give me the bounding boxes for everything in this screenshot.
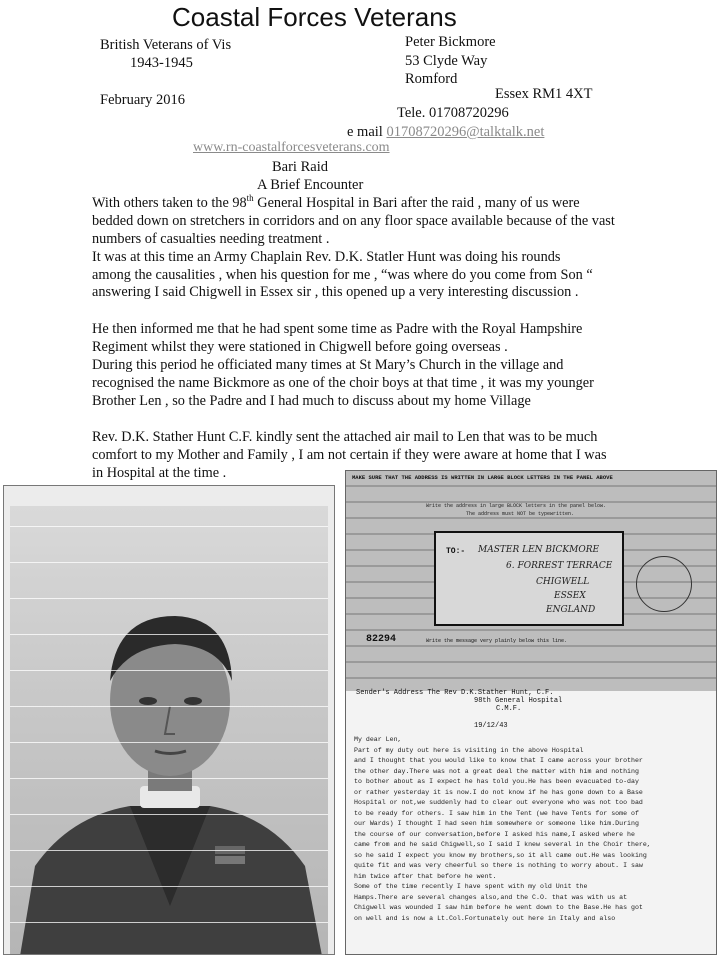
letter-line: quite fit and was very cheerful so there is nothing to worry about. I saw bbox=[354, 862, 643, 869]
sender-address-label: Sender's Address bbox=[356, 689, 424, 697]
body-line: Regiment whilst they were stationed in Chigwell before going overseas . bbox=[92, 339, 508, 355]
letter-written-date: 19/12/43 bbox=[474, 722, 508, 730]
chaplain-portrait-image bbox=[10, 506, 330, 955]
sender-street: 53 Clyde Way bbox=[405, 53, 488, 69]
message-instruction: Write the message very plainly below this line. bbox=[426, 638, 568, 644]
sender-address bbox=[356, 689, 562, 713]
address-line: ENGLAND bbox=[546, 605, 596, 615]
body-line: With others taken to the 98th General Hospital in Bari after the raid , many of us were bbox=[92, 193, 580, 211]
letter-line: to be ready for others. I saw him in the Tent (we have Tents for some of bbox=[354, 809, 639, 817]
letter-line: him twice after that before he went. bbox=[354, 872, 497, 880]
address-to-label: TO:- bbox=[446, 547, 466, 556]
letter-line: and I thought that you would like to know that I came across your brother bbox=[354, 757, 643, 764]
address-box bbox=[434, 531, 624, 626]
letter-line: Hospital or not,we suddenly had to clear out everyone who was not too bad bbox=[354, 799, 643, 806]
sender-address-line: 98th General Hospital bbox=[474, 697, 563, 705]
org-years: 1943-1945 bbox=[130, 55, 193, 71]
body-line: comfort to my Mother and Family , I am not certain if they were aware at home that I was bbox=[92, 447, 607, 463]
body-line: recognised the name Bickmore as one of the choir boys at that time , it was my younger bbox=[92, 375, 594, 391]
body-line: It was at this time an Army Chaplain Rev. D.K. Statler Hunt was doing his rounds bbox=[92, 249, 561, 265]
letter-line: to bother about as I expect he has told you.He has been evacuated to-day bbox=[354, 778, 639, 785]
body-line: answering I said Chigwell in Essex sir , this opened up a very interesting discussion . bbox=[92, 284, 579, 300]
letter-line: My dear Len, bbox=[354, 736, 402, 743]
body-line: He then informed me that he had spent some time as Padre with the Royal Hampshire bbox=[92, 321, 583, 337]
letter-line: the other day.There was not a great deal the matter with him and nothing bbox=[354, 767, 639, 775]
body-line: among the causalities , when his question for me , “was where do you come from Son “ bbox=[92, 267, 593, 283]
airmail-letter bbox=[345, 470, 717, 955]
sender-town: Romford bbox=[405, 71, 458, 87]
sender-address-line: C.M.F. bbox=[496, 705, 522, 713]
letter-line: our Wards) I thought I had seen him somewhere or someone like him.During bbox=[354, 820, 639, 827]
letter-line: Some of the time recently I have spent with my old Unit the bbox=[354, 883, 588, 890]
letter-line: Chigwell was wounded I saw him before he went down to the Base.He has got bbox=[354, 904, 643, 911]
sender-postcode: Essex RM1 4XT bbox=[495, 86, 593, 102]
article-subtitle: A Brief Encounter bbox=[257, 177, 364, 193]
airmail-banner: MAKE SURE THAT THE ADDRESS IS WRITTEN IN LARGE BLOCK LETTERS IN THE PANEL ABOVE bbox=[352, 474, 613, 481]
email-label: e mail bbox=[347, 124, 383, 140]
address-line: CHIGWELL bbox=[536, 577, 590, 587]
photo-frame bbox=[10, 506, 328, 954]
address-line: 6. FORREST TERRACE bbox=[506, 561, 613, 571]
article-title: Bari Raid bbox=[272, 159, 328, 175]
postmark-stamp bbox=[636, 556, 692, 612]
org-name: British Veterans of Vis bbox=[100, 37, 232, 53]
page-title: Coastal Forces Veterans bbox=[172, 2, 457, 32]
sender-phone: Tele. 01708720296 bbox=[397, 105, 509, 121]
body-line: in Hospital at the time . bbox=[92, 465, 227, 481]
airmail-instruction: The address must NOT be typewritten. bbox=[466, 511, 575, 517]
body-line: bedded down on stretchers in corridors and on any floor space available because of the vast bbox=[92, 213, 615, 229]
body-line: During this period he officiated many times at St Mary’s Church in the village and bbox=[92, 357, 564, 373]
address-line: ESSEX bbox=[554, 591, 586, 601]
sender-address-line: The Rev D.K.Stather Hunt, C.F. bbox=[427, 689, 554, 697]
letter-line: or rather yesterday it is now.I do not know if he has gone down to a Base bbox=[354, 788, 643, 796]
website-link[interactable]: www.rn-coastalforcesveterans.com bbox=[193, 140, 390, 155]
form-serial: 82294 bbox=[366, 634, 397, 645]
email-link[interactable]: 01708720296@talktalk.net bbox=[386, 124, 545, 140]
body-line: Rev. D.K. Stather Hunt C.F. kindly sent the attached air mail to Len that was to be much bbox=[92, 429, 598, 445]
letter-body bbox=[354, 735, 714, 924]
chaplain-photo bbox=[3, 485, 335, 955]
letter-line: Hamps.There are several changes also,and the C.O. that was with us at bbox=[354, 893, 628, 901]
address-line: MASTER LEN BICKMORE bbox=[478, 545, 600, 555]
email-line bbox=[347, 124, 544, 141]
letter-line: Part of my duty out here is visiting in the above Hospital bbox=[354, 746, 584, 754]
letter-line: so he said I expect you know my brothers,so it all came out.He was looking bbox=[354, 851, 647, 859]
body-line: Brother Len , so the Padre and I had much to discuss about my home Village bbox=[92, 393, 531, 409]
airmail-instruction: Write the address in large BLOCK letters in the panel below. bbox=[426, 503, 607, 509]
body-line: numbers of casualties needing treatment . bbox=[92, 231, 330, 247]
letter-line: on well and is now a Lt.Col.Fortunately out here in Italy and also bbox=[354, 914, 616, 922]
letter-line: the course of our conversation,before I asked his name,I asked where he bbox=[354, 830, 635, 838]
letter-line: came from and he said Chigwell,so I said I knew several in the Choir there, bbox=[354, 841, 651, 848]
sender-name: Peter Bickmore bbox=[405, 34, 496, 50]
letter-date: February 2016 bbox=[100, 92, 185, 108]
